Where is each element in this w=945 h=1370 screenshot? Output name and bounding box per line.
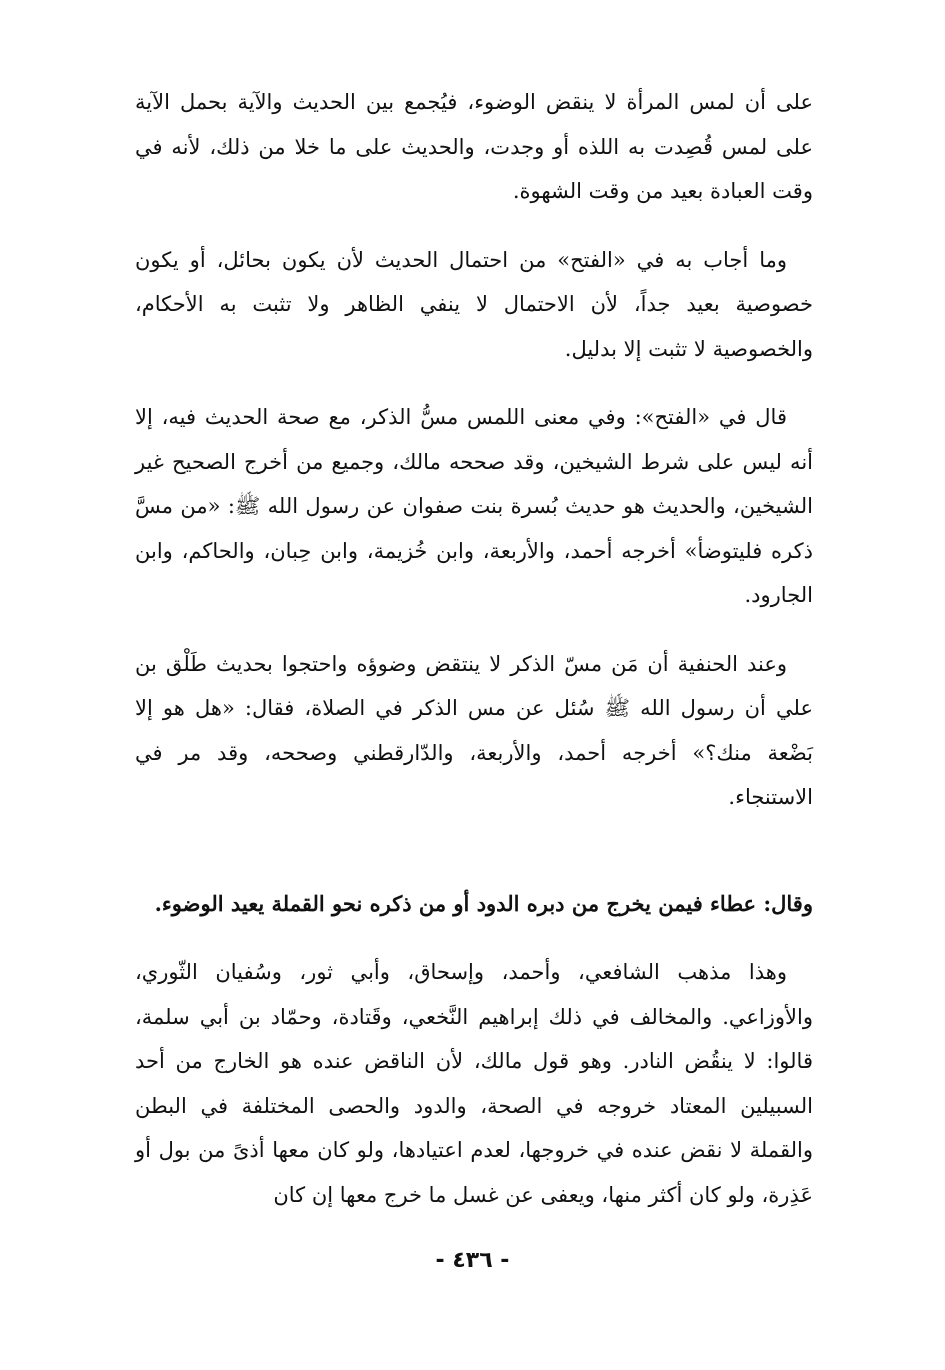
quoted-text-heading: وقال: عطاء فيمن يخرج من دبره الدود أو من ذكره نحو القملة يعيد الوضوء.: [154, 890, 813, 916]
paragraph-gap: [135, 926, 813, 950]
paragraph-gap: [135, 214, 813, 238]
paragraph-3: قال في «الفتح»: وفي معنى اللمس مسُّ الذكر، مع صحة الحديث فيه، إلا أنه ليس على شرط الشيخين، وقد صححه مالك، وجميع من أخرج الصحيح غير الشيخين، والحديث هو حديث بُسرة بنت صفوان عن رسول الله ﷺ: «من مسَّ ذكره فليتوضأ» أخرجه أحمد، والأربعة، وابن خُزيمة، وابن حِبان، والحاكم، وابن الجارود.: [135, 405, 813, 607]
paragraph-5: وهذا مذهب الشافعي، وأحمد، وإسحاق، وأبي ثور، وسُفيان الثّوري، والأوزاعي. والمخالف في ذلك إبراهيم النَّخعي، وقَتادة، وحمّاد بن أبي سلمة، قالوا: لا ينقُض النادر. وهو قول مالك، لأن الناقض عنده هو الخارج من أحد السبيلين المعتاد خروجه في الصحة، والدود والحصى المختلفة في البطن والقملة لا نقض عنده في خروجها، لعدم اعتيادها، ولو كان معها أذىً من بول أو عَذِرة، ولو كان أكثر منها، ويعفى عن غسل ما خرج معها إن كان: [135, 960, 813, 1207]
paragraph-1: على أن لمس المرأة لا ينقض الوضوء، فيُجمع بين الحديث والآية بحمل الآية على لمس قُصِدت به اللذه أو وجدت، والحديث على ما خلا من ذلك، لأنه في وقت العبادة بعيد من وقت الشهوة.: [135, 90, 813, 203]
paragraph-2: وما أجاب به في «الفتح» من احتمال الحديث لأن يكون بحائل، أو يكون خصوصية بعيد جداً، لأن الاحتمال لا ينفي الظاهر ولا تثبت به الأحكام، والخصوصية لا تثبت إلا بدليل.: [135, 247, 813, 361]
page-body: [135, 80, 813, 1217]
paragraph-gap: [135, 371, 813, 395]
section-gap: [135, 820, 813, 882]
paragraph-gap: [135, 618, 813, 642]
paragraph-4: وعند الحنفية أن مَن مسّ الذكر لا ينتقض وضوؤه واحتجوا بحديث طَلْق بن علي أن رسول الله ﷺ سُئل عن مس الذكر في الصلاة، فقال: «هل هو إلا بَضْعة منك؟» أخرجه أحمد، والأربعة، والدّارقطني وصححه، وقد مر في الاستنجاء.: [135, 651, 813, 809]
page-number: - ٤٣٦ -: [435, 1248, 510, 1273]
